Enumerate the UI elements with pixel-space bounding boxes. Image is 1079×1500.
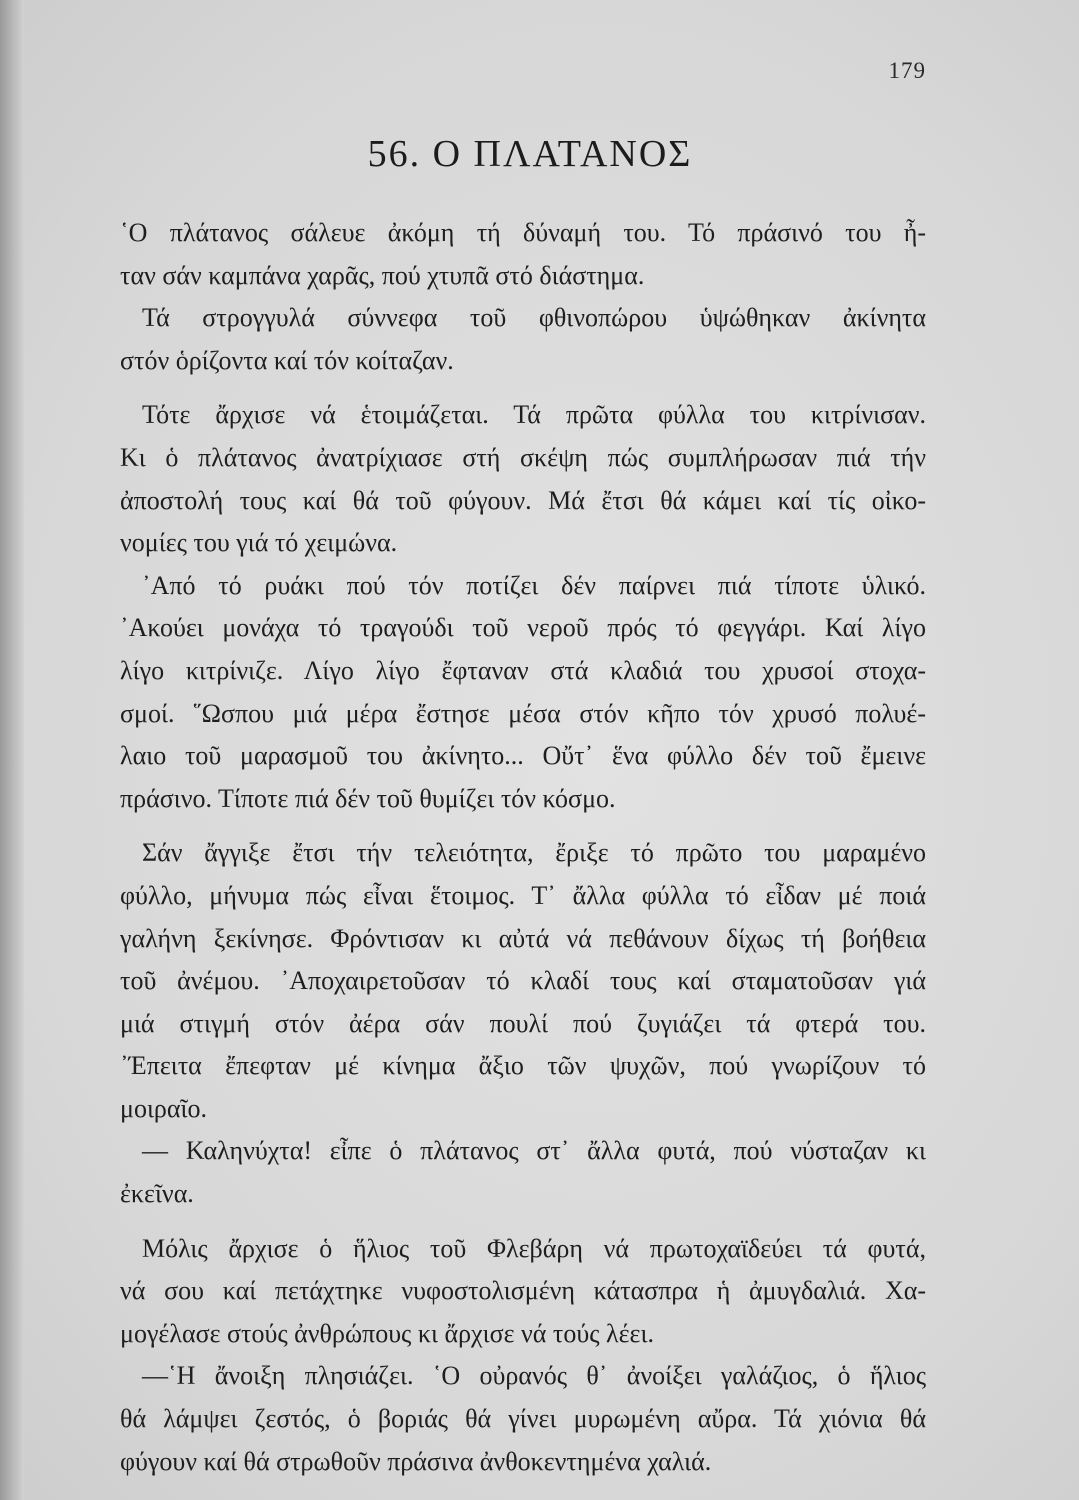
chapter-body	[120, 212, 926, 1483]
text-line: — Καληνύχτα! εἶπε ὁ πλάτανος στ᾽ ἄλλα φυτά, πού νύσταζαν κι	[142, 1136, 926, 1166]
text-line: Μόλις ἄρχισε ὁ ἥλιος τοῦ Φλεβάρη νά πρωτοχαϊδεύει τά φυτά,	[142, 1233, 926, 1263]
text-line: νομίες του γιά τό χειμώνα.	[120, 528, 398, 558]
paragraph-gap	[120, 820, 926, 832]
text-line: ταν σάν καμπάνα χαρᾶς, πού χτυπᾶ στό διάστημα.	[120, 260, 645, 290]
text-line: φύλλο, μήνυμα πώς εἶναι ἕτοιμος. Τ᾽ ἄλλα φύλλα τό εἶδαν μέ ποιά	[120, 880, 926, 910]
text-line: μιά στιγμή στόν ἀέρα σάν πουλί πού ζυγιάζει τά φτερά του.	[120, 1008, 926, 1038]
text-line: φύγουν καί θά στρωθοῦν πράσινα ἀνθοκεντημένα χαλιά.	[120, 1446, 712, 1476]
binding-gutter	[0, 0, 24, 1500]
paragraph-gap	[120, 382, 926, 394]
text-line: Κι ὁ πλάτανος ἀνατρίχιασε στή σκέψη πώς συμπλήρωσαν πιά τήν	[120, 442, 926, 472]
text-line: ᾽Ακούει μονάχα τό τραγούδι τοῦ νεροῦ πρός τό φεγγάρι. Καί λίγο	[120, 613, 926, 643]
text-line: —῾Η ἄνοιξη πλησιάζει. ῾Ο οὐρανός θ᾽ ἀνοίξει γαλάζιος, ὁ ἥλιος	[142, 1361, 926, 1391]
text-line: νά σου καί πετάχτηκε νυφοστολισμένη κάτασπρα ἡ ἀμυγδαλιά. Χα-	[120, 1276, 926, 1306]
text-line: σμοί. ῞Ωσπου μιά μέρα ἔστησε μέσα στόν κῆπο τόν χρυσό πολυέ-	[120, 698, 926, 728]
text-line: θά λάμψει ζεστός, ὁ βοριάς θά γίνει μυρωμένη αὔρα. Τά χιόνια θά	[120, 1404, 926, 1434]
text-line: Τότε ἄρχισε νά ἑτοιμάζεται. Τά πρῶτα φύλλα του κιτρίνισαν.	[142, 400, 926, 430]
text-line: γαλήνη ξεκίνησε. Φρόντισαν κι αὐτά νά πεθάνουν δίχως τή βοήθεια	[120, 923, 926, 953]
text-line: Σάν ἄγγιξε ἔτσι τήν τελειότητα, ἔριξε τό πρῶτο του μαραμένο	[142, 838, 926, 868]
text-line: μογέλασε στούς ἀνθρώπους κι ἄρχισε νά τούς λέει.	[120, 1318, 654, 1348]
text-line: πράσινο. Τίποτε πιά δέν τοῦ θυμίζει τόν κόσμο.	[120, 783, 616, 813]
text-line: ἀποστολή τους καί θά τοῦ φύγουν. Μά ἔτσι θά κάμει καί τίς οἰκο-	[120, 485, 926, 515]
chapter-title: 56. Ο ΠΛΑΤΑΝΟΣ	[367, 133, 693, 175]
text-line: στόν ὁρίζοντα καί τόν κοίταζαν.	[120, 345, 454, 375]
text-line: ᾽Έπειτα ἔπεφταν μέ κίνημα ἄξιο τῶν ψυχῶν, πού γνωρίζουν τό	[120, 1051, 926, 1081]
text-line: λίγο κιτρίνιζε. Λίγο λίγο ἔφταναν στά κλαδιά του χρυσοί στοχα-	[120, 655, 926, 685]
text-line: Τά στρογγυλά σύννεφα τοῦ φθινοπώρου ὑψώθηκαν ἀκίνητα	[142, 303, 926, 333]
text-line: ᾽Από τό ρυάκι πού τόν ποτίζει δέν παίρνει πιά τίποτε ὑλικό.	[142, 570, 926, 600]
paragraph-gap	[120, 1216, 926, 1228]
text-line: μοιραῖο.	[120, 1093, 208, 1123]
page-number: 179	[888, 58, 926, 83]
text-line: ἐκεῖνα.	[120, 1179, 194, 1209]
text-line: τοῦ ἀνέμου. ᾽Αποχαιρετοῦσαν τό κλαδί τους καί σταματοῦσαν γιά	[120, 966, 926, 996]
text-line: ῾Ο πλάτανος σάλευε ἀκόμη τή δύναμή του. Τό πράσινό του ἦ-	[120, 218, 926, 247]
text-line: λαιο τοῦ μαρασμοῦ του ἀκίνητο... Οὔτ᾽ ἕνα φύλλο δέν τοῦ ἔμεινε	[120, 741, 926, 771]
